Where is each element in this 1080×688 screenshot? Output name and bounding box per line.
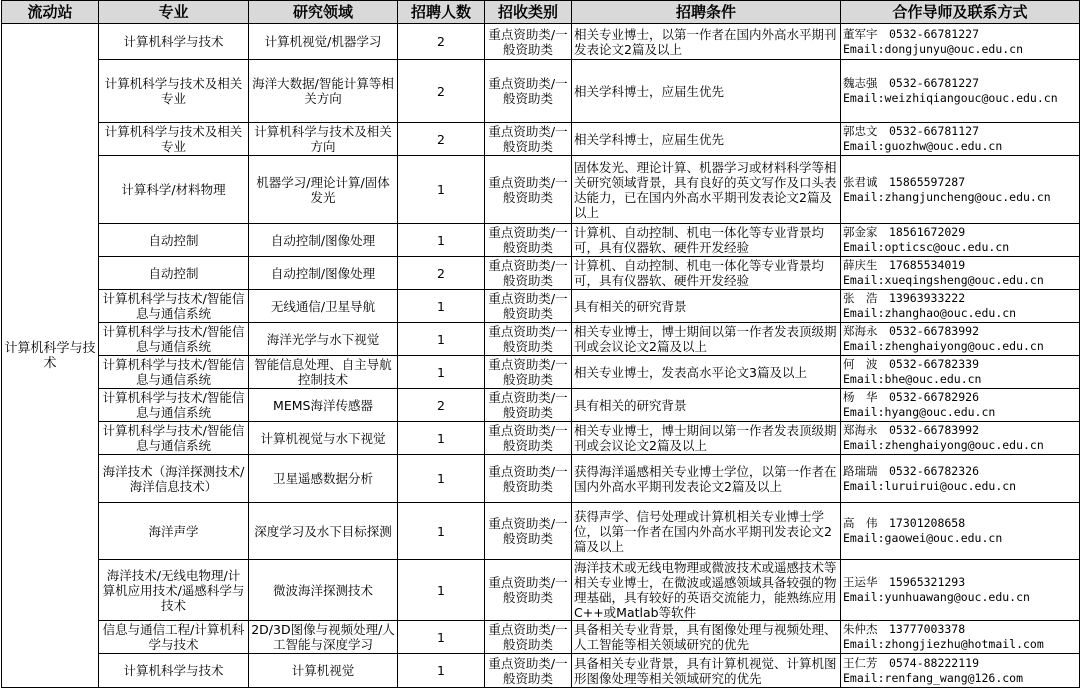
count-cell: 1 <box>398 323 485 356</box>
contact-name: 路瑞瑞 0532-66782326 <box>843 463 980 478</box>
count-cell: 2 <box>398 24 485 60</box>
contact-name: 王仁芳 0574-88222119 <box>843 655 980 670</box>
condition-cell: 相关专业博士，博士期间以第一作者发表顶级期刊或会议论文2篇及以上 <box>572 422 841 455</box>
contact-name: 郑海永 0532-66783992 <box>843 423 980 437</box>
table-row <box>2 290 1080 323</box>
table-body <box>2 24 1080 688</box>
field-cell: 海洋大数据/智能计算等相关方向 <box>249 60 398 123</box>
contact-name: 魏志强 0532-66781227 <box>843 76 980 90</box>
table-row <box>2 123 1080 156</box>
contact-cell <box>841 257 1080 290</box>
contact-cell <box>841 503 1080 560</box>
major-cell: 计算机科学与技术/智能信息与通信系统 <box>99 356 249 389</box>
contact-email[interactable]: Email:luruirui@ouc.edu.cn <box>843 478 1017 493</box>
contact-name: 朱仲杰 13777003378 <box>843 622 966 636</box>
field-cell: 无线通信/卫星导航 <box>249 290 398 323</box>
table-row <box>2 621 1080 654</box>
category-cell: 重点资助类/一般资助类 <box>485 389 572 422</box>
count-cell: 2 <box>398 257 485 290</box>
field-cell: 微波海洋探测技术 <box>249 560 398 621</box>
contact-email[interactable]: Email:yunhuawang@ouc.edu.cn <box>843 590 1030 604</box>
category-cell: 重点资助类/一般资助类 <box>485 654 572 688</box>
field-cell: 计算机视觉/机器学习 <box>249 24 398 60</box>
field-cell: 自动控制/图像处理 <box>249 257 398 290</box>
contact-email[interactable]: Email:gaowei@ouc.edu.cn <box>843 531 1003 545</box>
contact-cell <box>841 224 1080 257</box>
contact-cell <box>841 323 1080 356</box>
contact-email[interactable]: Email:zhanghao@ouc.edu.cn <box>843 306 1017 320</box>
count-cell: 1 <box>398 156 485 224</box>
category-cell: 重点资助类/一般资助类 <box>485 224 572 257</box>
category-cell: 重点资助类/一般资助类 <box>485 621 572 654</box>
major-cell: 计算科学/材料物理 <box>99 156 249 224</box>
count-cell: 1 <box>398 503 485 560</box>
table-row <box>2 323 1080 356</box>
major-cell: 海洋声学 <box>99 503 249 560</box>
contact-cell <box>841 24 1080 60</box>
condition-cell: 海洋技术或无线电物理或微波技术或遥感技术等相关专业博士，在微波或遥感领域具备较强的物理基础，具有较好的英语交流能力，能熟练应用C++或Matlab等软件 <box>572 560 841 621</box>
count-cell: 2 <box>398 60 485 123</box>
contact-name: 张 浩 13963933222 <box>843 291 966 305</box>
major-cell: 计算机科学与技术/智能信息与通信系统 <box>99 323 249 356</box>
category-cell: 重点资助类/一般资助类 <box>485 323 572 356</box>
category-cell: 重点资助类/一般资助类 <box>485 24 572 60</box>
count-cell: 1 <box>398 422 485 455</box>
contact-email[interactable]: Email:opticsc@ouc.edu.cn <box>843 240 1010 254</box>
contact-name: 郭金家 18561672029 <box>843 225 966 239</box>
major-cell: 计算机科学与技术 <box>99 654 249 688</box>
header-contact: 合作导师及联系方式 <box>841 1 1080 24</box>
contact-cell <box>841 356 1080 389</box>
field-cell: 海洋光学与水下视觉 <box>249 323 398 356</box>
category-cell: 重点资助类/一般资助类 <box>485 156 572 224</box>
table-row <box>2 389 1080 422</box>
contact-cell <box>841 560 1080 621</box>
contact-cell <box>841 455 1080 503</box>
header-category: 招收类别 <box>485 1 572 24</box>
contact-email[interactable]: Email:zhangjuncheng@ouc.edu.cn <box>843 189 1051 204</box>
contact-name: 杨 华 0532-66782926 <box>843 390 980 404</box>
condition-cell: 计算机、自动控制、机电一体化等专业背景均可，具有仪器软、硬件开发经验 <box>572 224 841 257</box>
recruitment-table <box>1 0 1080 688</box>
contact-name: 郭忠文 0532-66781127 <box>843 124 980 138</box>
field-cell: 机器学习/理论计算/固体发光 <box>249 156 398 224</box>
header-row <box>2 1 1080 24</box>
table-row <box>2 422 1080 455</box>
count-cell: 1 <box>398 621 485 654</box>
field-cell: 计算机科学与技术及相关方向 <box>249 123 398 156</box>
field-cell: 2D/3D图像与视频处理/人工智能与深度学习 <box>249 621 398 654</box>
count-cell: 1 <box>398 356 485 389</box>
table-row <box>2 654 1080 688</box>
category-cell: 重点资助类/一般资助类 <box>485 455 572 503</box>
major-cell: 计算机科学与技术/智能信息与通信系统 <box>99 290 249 323</box>
field-cell: MEMS海洋传感器 <box>249 389 398 422</box>
contact-name: 王运华 15965321293 <box>843 575 966 589</box>
station-cell: 计算机科学与技术 <box>2 24 99 688</box>
condition-cell: 固体发光、理论计算、机器学习或材料科学等相关研究领域背景，具有良好的英文写作及口头表达能力，已在国内外高水平期刊发表论文2篇及以上 <box>572 156 841 224</box>
contact-email[interactable]: Email:zhenghaiyong@ouc.edu.cn <box>843 339 1044 353</box>
field-cell: 计算机视觉 <box>249 654 398 688</box>
contact-name: 郑海永 0532-66783992 <box>843 324 980 338</box>
condition-cell: 具备相关专业背景，具有计算机视觉、计算机图形图像处理等相关领域研究的优先 <box>572 654 841 688</box>
field-cell: 智能信息处理、自主导航控制技术 <box>249 356 398 389</box>
major-cell: 计算机科学与技术及相关专业 <box>99 123 249 156</box>
table-row <box>2 224 1080 257</box>
table-row <box>2 455 1080 503</box>
condition-cell: 计算机、自动控制、机电一体化等专业背景均可，具有仪器软、硬件开发经验 <box>572 257 841 290</box>
contact-name: 董军宇 0532-66781227 <box>843 26 980 41</box>
contact-email[interactable]: Email:guozhw@ouc.edu.cn <box>843 139 1003 153</box>
field-cell: 深度学习及水下目标探测 <box>249 503 398 560</box>
header-field: 研究领域 <box>249 1 398 24</box>
category-cell: 重点资助类/一般资助类 <box>485 60 572 123</box>
major-cell: 计算机科学与技术/智能信息与通信系统 <box>99 389 249 422</box>
contact-cell <box>841 389 1080 422</box>
header-condition: 招聘条件 <box>572 1 841 24</box>
contact-cell <box>841 422 1080 455</box>
count-cell: 1 <box>398 455 485 503</box>
contact-cell <box>841 654 1080 688</box>
header-major: 专业 <box>99 1 249 24</box>
condition-cell: 相关专业博士，以第一作者在国内外高水平期刊发表论文2篇及以上 <box>572 24 841 60</box>
table-row <box>2 60 1080 123</box>
contact-email[interactable]: Email:weizhiqiangouc@ouc.edu.cn <box>843 91 1058 105</box>
field-cell: 自动控制/图像处理 <box>249 224 398 257</box>
contact-email[interactable]: Email:zhenghaiyong@ouc.edu.cn <box>843 438 1044 452</box>
count-cell: 1 <box>398 654 485 688</box>
table-row <box>2 503 1080 560</box>
category-cell: 重点资助类/一般资助类 <box>485 503 572 560</box>
major-cell: 信息与通信工程/计算机科学与技术 <box>99 621 249 654</box>
contact-email[interactable]: Email:dongjunyu@ouc.edu.cn <box>843 41 1024 56</box>
count-cell: 1 <box>398 290 485 323</box>
condition-cell: 获得海洋遥感相关专业博士学位，以第一作者在国内外高水平期刊发表论文2篇及以上 <box>572 455 841 503</box>
condition-cell: 相关学科博士，应届生优先 <box>572 60 841 123</box>
contact-cell <box>841 123 1080 156</box>
table-row <box>2 24 1080 60</box>
condition-cell: 具有相关的研究背景 <box>572 290 841 323</box>
condition-cell: 相关专业博士，发表高水平论文3篇及以上 <box>572 356 841 389</box>
major-cell: 计算机科学与技术 <box>99 24 249 60</box>
condition-cell: 获得声学、信号处理或计算机相关专业博士学位，以第一作者在国内外高水平期刊发表论文2篇及以上 <box>572 503 841 560</box>
header-station: 流动站 <box>2 1 99 24</box>
contact-email[interactable]: Email:bhe@ouc.edu.cn <box>843 372 982 386</box>
contact-cell <box>841 621 1080 654</box>
condition-cell: 具有相关的研究背景 <box>572 389 841 422</box>
contact-cell <box>841 156 1080 224</box>
contact-name: 薛庆生 17685534019 <box>843 258 966 272</box>
major-cell: 海洋技术（海洋探测技术/海洋信息技术） <box>99 455 249 503</box>
contact-email[interactable]: Email:zhongjiezhu@hotmail.com <box>843 637 1044 651</box>
contact-email[interactable]: Email:renfang_wang@126.com <box>843 670 1024 685</box>
contact-email[interactable]: Email:hyang@ouc.edu.cn <box>843 405 996 419</box>
count-cell: 2 <box>398 123 485 156</box>
major-cell: 海洋技术/无线电物理/计算机应用技术/遥感科学与技术 <box>99 560 249 621</box>
category-cell: 重点资助类/一般资助类 <box>485 560 572 621</box>
major-cell: 自动控制 <box>99 224 249 257</box>
major-cell: 计算机科学与技术/智能信息与通信系统 <box>99 422 249 455</box>
table-row <box>2 356 1080 389</box>
category-cell: 重点资助类/一般资助类 <box>485 422 572 455</box>
count-cell: 2 <box>398 389 485 422</box>
contact-email[interactable]: Email:xueqingsheng@ouc.edu.cn <box>843 273 1044 287</box>
category-cell: 重点资助类/一般资助类 <box>485 356 572 389</box>
count-cell: 1 <box>398 224 485 257</box>
field-cell: 计算机视觉与水下视觉 <box>249 422 398 455</box>
major-cell: 计算机科学与技术及相关专业 <box>99 60 249 123</box>
major-cell: 自动控制 <box>99 257 249 290</box>
field-cell: 卫星遥感数据分析 <box>249 455 398 503</box>
contact-name: 高 伟 17301208658 <box>843 516 966 530</box>
condition-cell: 具备相关专业背景，具有图像处理与视频处理、人工智能等相关领域研究的优先 <box>572 621 841 654</box>
condition-cell: 相关专业博士，博士期间以第一作者发表顶级期刊或会议论文2篇及以上 <box>572 323 841 356</box>
header-count: 招聘人数 <box>398 1 485 24</box>
category-cell: 重点资助类/一般资助类 <box>485 290 572 323</box>
contact-cell <box>841 60 1080 123</box>
count-cell: 1 <box>398 560 485 621</box>
table-row <box>2 156 1080 224</box>
table-row <box>2 560 1080 621</box>
category-cell: 重点资助类/一般资助类 <box>485 123 572 156</box>
table-row <box>2 257 1080 290</box>
category-cell: 重点资助类/一般资助类 <box>485 257 572 290</box>
contact-name: 张君诚 15865597287 <box>843 174 966 189</box>
contact-name: 何 波 0532-66782339 <box>843 357 980 371</box>
condition-cell: 相关学科博士，应届生优先 <box>572 123 841 156</box>
contact-cell <box>841 290 1080 323</box>
